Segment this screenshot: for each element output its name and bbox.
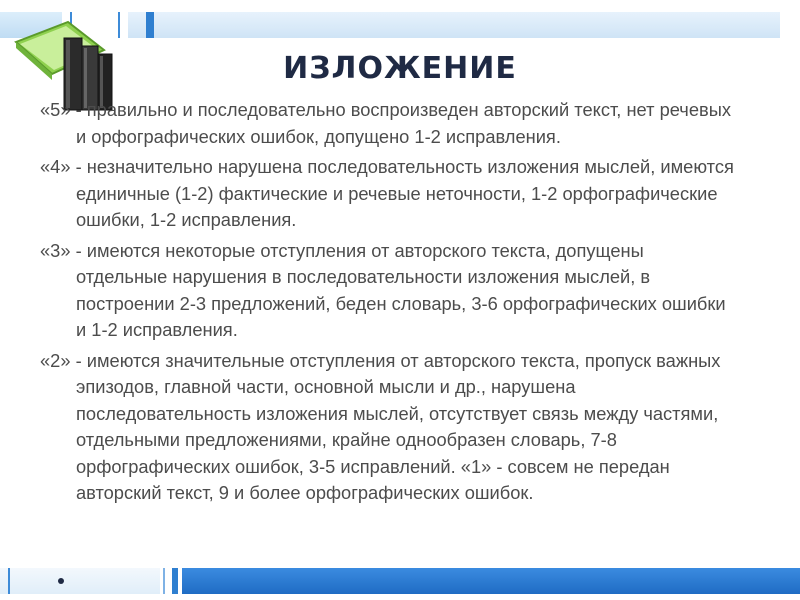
criteria-4: «4» - незначительно нарушена последовательность изложения мыслей, имеются единичные (1-2) фактические и речевые неточности, 1-2 орфографические ошибки, 1-2 исправления. <box>40 156 734 230</box>
criteria-5: «5» - правильно и последовательно воспроизведен авторский текст, нет речевых и орфографических ошибок, допущено 1-2 исправления. <box>40 99 731 147</box>
bullet-dot-icon <box>58 578 64 584</box>
criteria-3: «3» - имеются некоторые отступления от авторского текста, допущены отдельные нарушения в последовательности изложения мыслей, в построении 2-3 предложений, беден словарь, 3-6 орфографических ошибки и 1-2 исправления. <box>40 239 726 340</box>
bottom-decorative-band <box>0 568 800 594</box>
slide-title: ИЗЛОЖЕНИЕ <box>283 51 517 86</box>
criteria-2-and-1: «2» - имеются значительные отступления от авторского текста, пропуск важных эпизодов, главной части, основной мысли и др., нарушена последовательность изложения мыслей, отсутствует связь между частями, отдельными предложениями, крайне однообразен словарь, 7-8 орфографических ошибок, 3-5 исправлений. «1» - совсем не передан авторский текст, 9 и более орфографических ошибок. <box>40 349 721 503</box>
grading-criteria-list <box>40 97 740 511</box>
